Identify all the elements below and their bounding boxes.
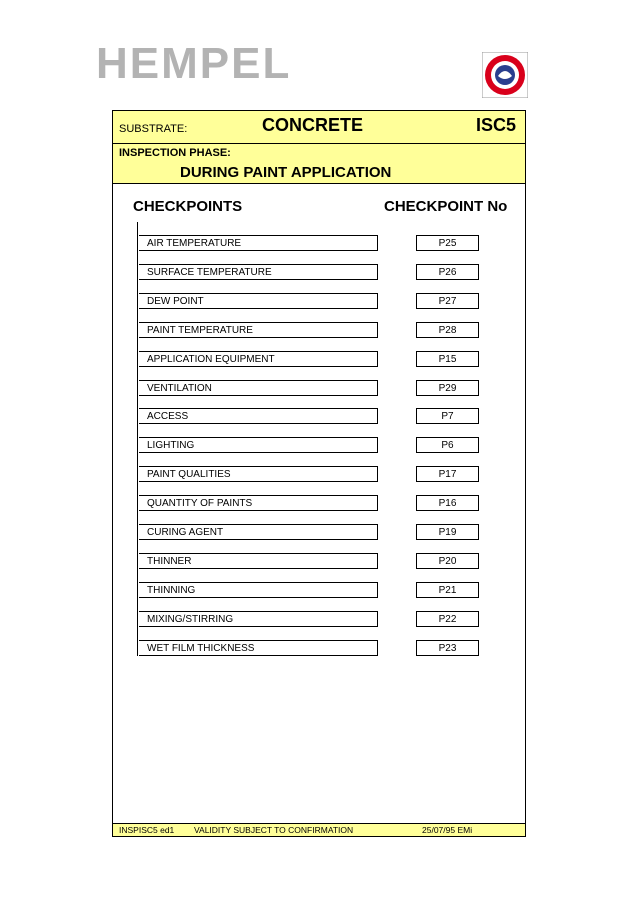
list-item	[139, 322, 479, 338]
checkpoint-number: P16	[416, 495, 479, 511]
brand-title: HEMPEL	[96, 39, 292, 88]
list-item	[139, 582, 479, 598]
list-item	[139, 380, 479, 396]
checkpoints-heading: CHECKPOINTS	[133, 198, 243, 215]
checkpoint-number: P29	[416, 380, 479, 396]
checkpoint-number: P26	[416, 264, 479, 280]
list-item	[139, 524, 479, 540]
checkpoint-no-heading: CHECKPOINT No	[384, 198, 508, 215]
checkpoint-label: MIXING/STIRRING	[139, 611, 378, 627]
checkpoint-label: PAINT TEMPERATURE	[139, 322, 378, 338]
checkpoint-number: P27	[416, 293, 479, 309]
checkpoint-number: P6	[416, 437, 479, 453]
phase-label: INSPECTION PHASE:	[119, 147, 231, 159]
hempel-seal-icon	[482, 52, 528, 98]
list-item	[139, 408, 479, 424]
checkpoint-label: WET FILM THICKNESS	[139, 640, 378, 656]
checkpoint-label: QUANTITY OF PAINTS	[139, 495, 378, 511]
phase-value: DURING PAINT APPLICATION	[180, 164, 392, 181]
checkpoint-label: VENTILATION	[139, 380, 378, 396]
substrate-label: SUBSTRATE:	[119, 123, 188, 135]
checkpoint-label: SURFACE TEMPERATURE	[139, 264, 378, 280]
list-item	[139, 235, 479, 251]
checkpoint-label: DEW POINT	[139, 293, 378, 309]
checkpoint-number: P17	[416, 466, 479, 482]
checkpoint-number: P28	[416, 322, 479, 338]
list-item	[139, 553, 479, 569]
list-item	[139, 437, 479, 453]
list-bracket-line	[137, 222, 138, 656]
checkpoint-number: P25	[416, 235, 479, 251]
checkpoint-label: CURING AGENT	[139, 524, 378, 540]
checkpoint-number: P7	[416, 408, 479, 424]
list-item	[139, 611, 479, 627]
checkpoint-number: P20	[416, 553, 479, 569]
checkpoint-label: ACCESS	[139, 408, 378, 424]
checkpoint-number: P19	[416, 524, 479, 540]
list-item	[139, 466, 479, 482]
footer-date-author: 25/07/95 EMi	[422, 825, 473, 835]
checkpoint-label: APPLICATION EQUIPMENT	[139, 351, 378, 367]
list-item	[139, 351, 479, 367]
footer-validity: VALIDITY SUBJECT TO CONFIRMATION	[194, 825, 354, 835]
checkpoint-number: P23	[416, 640, 479, 656]
list-item	[139, 293, 479, 309]
checkpoint-number: P15	[416, 351, 479, 367]
checkpoint-label: PAINT QUALITIES	[139, 466, 378, 482]
checkpoint-label: AIR TEMPERATURE	[139, 235, 378, 251]
checkpoint-number: P22	[416, 611, 479, 627]
list-item	[139, 264, 479, 280]
list-item	[139, 640, 479, 656]
checkpoint-label: LIGHTING	[139, 437, 378, 453]
substrate-value: CONCRETE	[262, 115, 364, 135]
checkpoint-label: THINNING	[139, 582, 378, 598]
inspection-code: ISC5	[476, 115, 517, 135]
checkpoint-number: P21	[416, 582, 479, 598]
checkpoint-label: THINNER	[139, 553, 378, 569]
footer-doc-ref: INSPISC5 ed1	[119, 825, 175, 835]
list-item	[139, 495, 479, 511]
